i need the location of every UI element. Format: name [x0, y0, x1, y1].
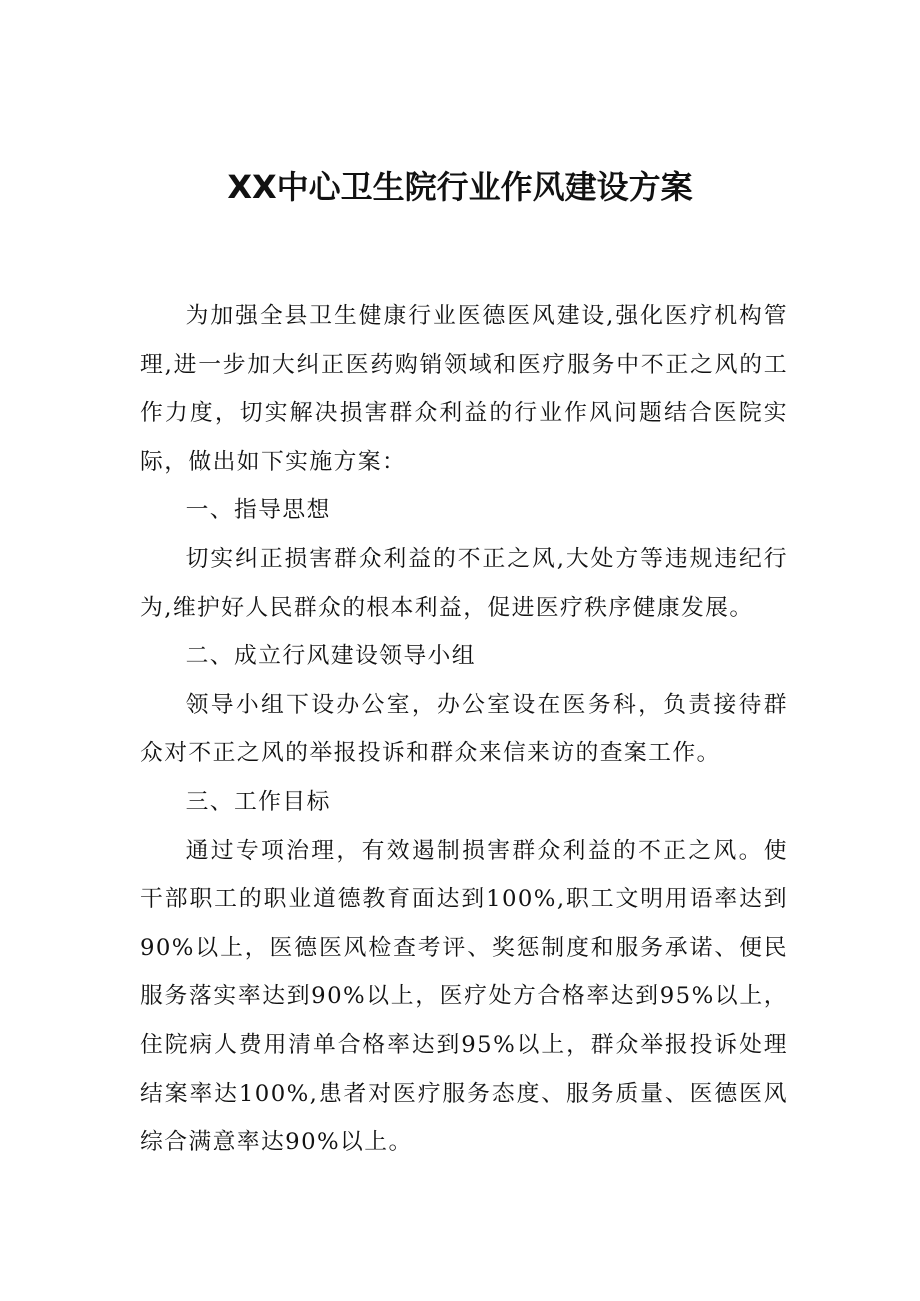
section-body-leading-group: 领导小组下设办公室，办公室设在医务科，负责接待群众对不正之风的举报投诉和群众来信来访的查案工作。 — [140, 691, 788, 767]
section-heading-leading-group: 二、成立行风建设领导小组 — [185, 643, 476, 670]
section-body-work-goals: 通过专项治理，有效遏制损害群众利益的不正之风。使干部职工的职业道德教育面达到100%,职工文明用语率达到90%以上，医德医风检查考评、奖惩制度和服务承诺、便民服务落实率达到90%以上，医疗处方合格率达到95%以上，住院病人费用清单合格率达到95%以上，群众举报投诉处理结案率达100%,患者对医疗服务态度、服务质量、医德医风综合满意率达90%以上。 — [140, 837, 788, 1156]
section-heading-guiding-ideology: 一、指导思想 — [185, 497, 331, 524]
section-heading-work-goals: 三、工作目标 — [185, 788, 331, 815]
document-title: XX中心卫生院行业作风建设方案 — [227, 168, 693, 206]
document-body — [140, 292, 788, 1167]
section-body-guiding-ideology: 切实纠正损害群众利益的不正之风,大处方等违规违纪行为,维护好人民群众的根本利益，促进医疗秩序健康发展。 — [140, 545, 788, 621]
intro-paragraph: 为加强全县卫生健康行业医德医风建设,强化医疗机构管理,进一步加大纠正医药购销领域和医疗服务中不正之风的工作力度，切实解决损害群众利益的行业作风问题结合医院实际，做出如下实施方案： — [140, 303, 788, 475]
